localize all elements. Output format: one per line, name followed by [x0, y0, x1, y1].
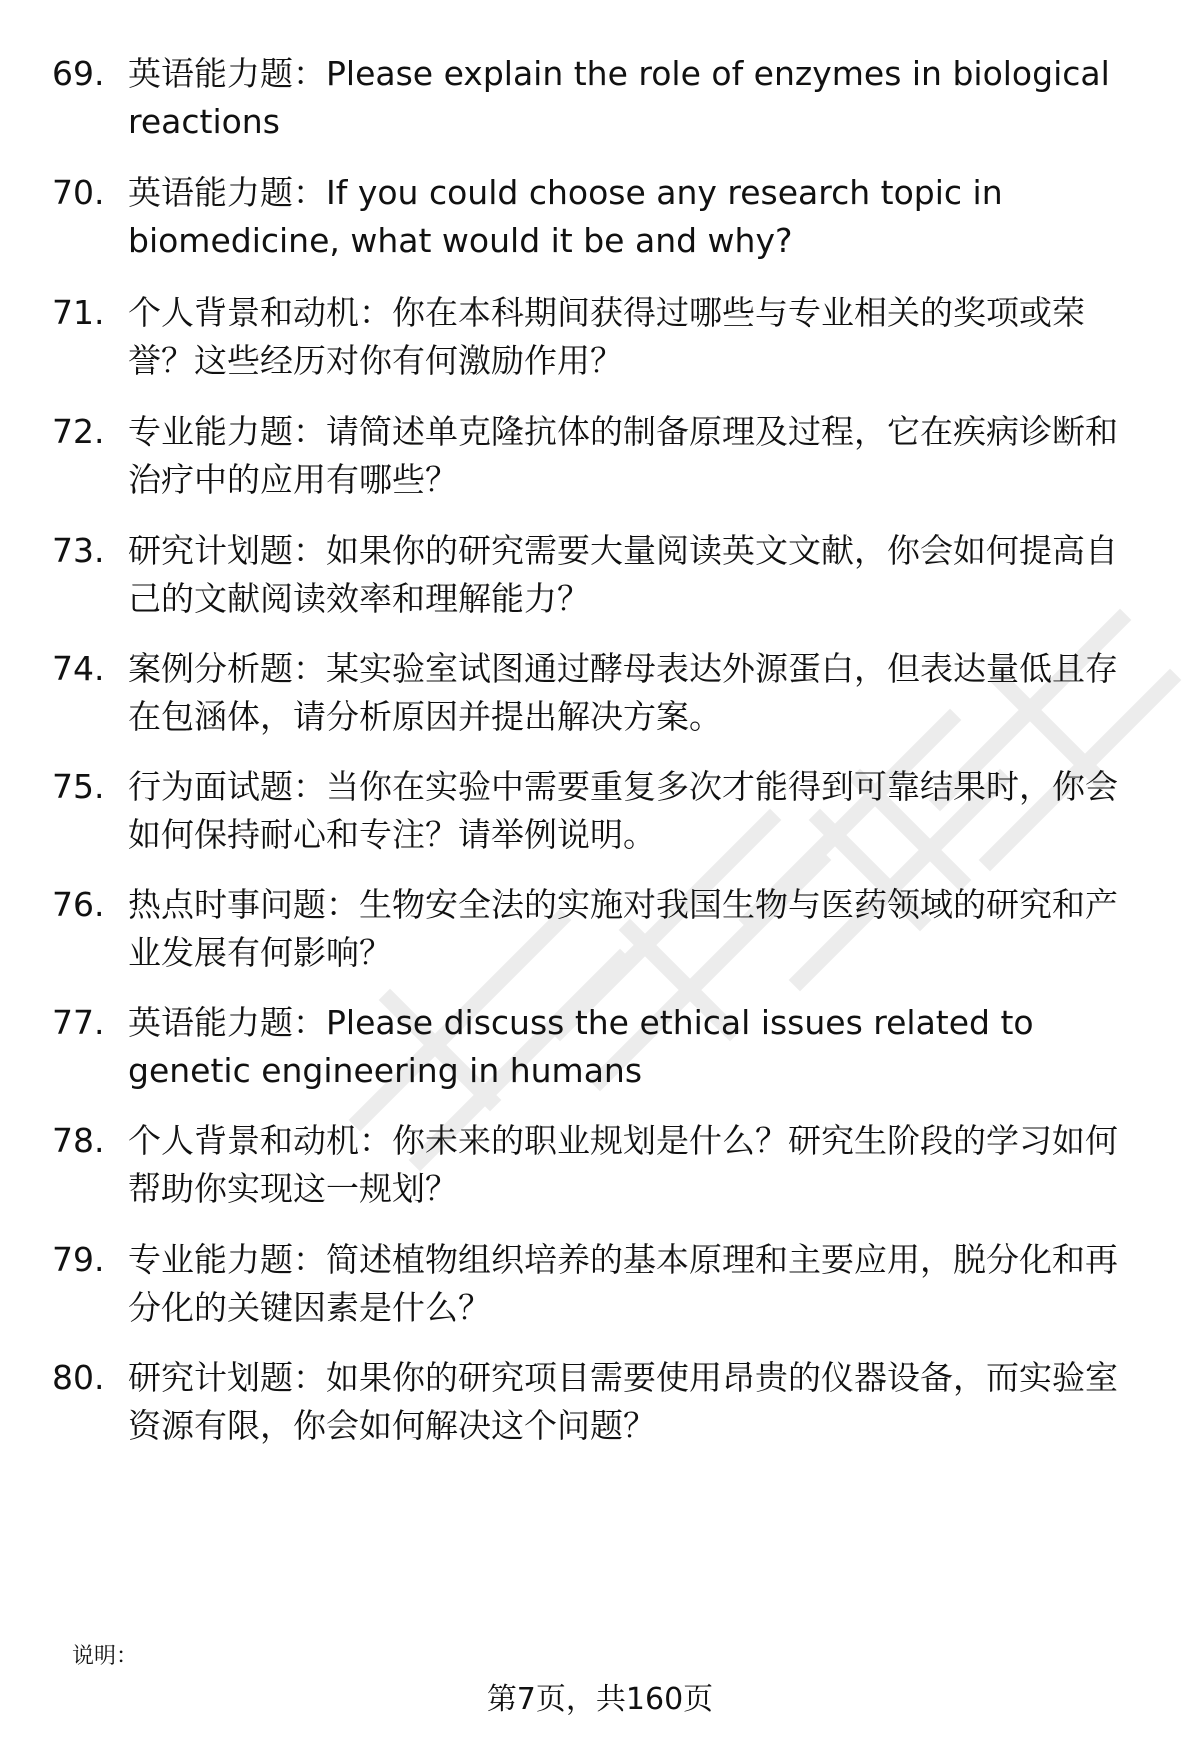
question-text: 专业能力题：请简述单克隆抗体的制备原理及过程，它在疾病诊断和治疗中的应用有哪些？ — [128, 412, 1118, 499]
question-text: 案例分析题：某实验室试图通过酵母表达外源蛋白，但表达量低且存在包涵体，请分析原因并提出解决方案。 — [128, 649, 1118, 736]
question-item — [0, 999, 1200, 1109]
question-text: 研究计划题：如果你的研究项目需要使用昂贵的仪器设备，而实验室资源有限，你会如何解决这个问题？ — [128, 1358, 1118, 1445]
question-number: 72. — [52, 412, 105, 451]
question-text: 研究计划题：如果你的研究需要大量阅读英文文献，你会如何提高自己的文献阅读效率和理解能力？ — [128, 531, 1118, 618]
note-label: 说明： — [72, 1644, 139, 1669]
question-number: 76. — [52, 885, 105, 924]
question-number: 71. — [52, 293, 105, 332]
question-item — [0, 289, 1200, 399]
question-number: 70. — [52, 173, 105, 212]
question-number: 79. — [52, 1240, 105, 1279]
question-text: 行为面试题：当你在实验中需要重复多次才能得到可靠结果时，你会如何保持耐心和专注？请举例说明。 — [128, 767, 1118, 854]
question-number: 77. — [52, 1003, 105, 1042]
question-number: 80. — [52, 1358, 105, 1397]
question-item — [0, 1354, 1200, 1464]
question-item — [0, 881, 1200, 991]
question-item — [0, 527, 1200, 637]
question-number: 73. — [52, 531, 105, 570]
question-number: 75. — [52, 767, 105, 806]
question-text: 英语能力题：If you could choose any research topic in biomedicine, what would it be and why? — [128, 173, 1003, 260]
question-item — [0, 408, 1200, 518]
question-number: 69. — [52, 54, 105, 93]
question-item — [0, 1117, 1200, 1227]
question-number: 74. — [52, 649, 105, 688]
question-item — [0, 763, 1200, 873]
question-text: 专业能力题：简述植物组织培养的基本原理和主要应用，脱分化和再分化的关键因素是什么？ — [128, 1240, 1118, 1327]
question-text: 热点时事问题：生物安全法的实施对我国生物与医药领域的研究和产业发展有何影响？ — [128, 885, 1118, 972]
page-footer: 第7页，共160页 — [486, 1682, 714, 1717]
question-item — [0, 50, 1200, 160]
question-text: 个人背景和动机：你在本科期间获得过哪些与专业相关的奖项或荣誉？这些经历对你有何激励作用？ — [128, 293, 1085, 380]
question-item — [0, 169, 1200, 279]
question-text: 英语能力题：Please discuss the ethical issues related to genetic engineering in humans — [128, 1003, 1034, 1090]
question-text: 个人背景和动机：你未来的职业规划是什么？研究生阶段的学习如何帮助你实现这一规划？ — [128, 1121, 1118, 1208]
question-item — [0, 1236, 1200, 1346]
question-text: 英语能力题：Please explain the role of enzymes in biological reactions — [128, 54, 1110, 141]
question-item — [0, 645, 1200, 755]
question-number: 78. — [52, 1121, 105, 1160]
